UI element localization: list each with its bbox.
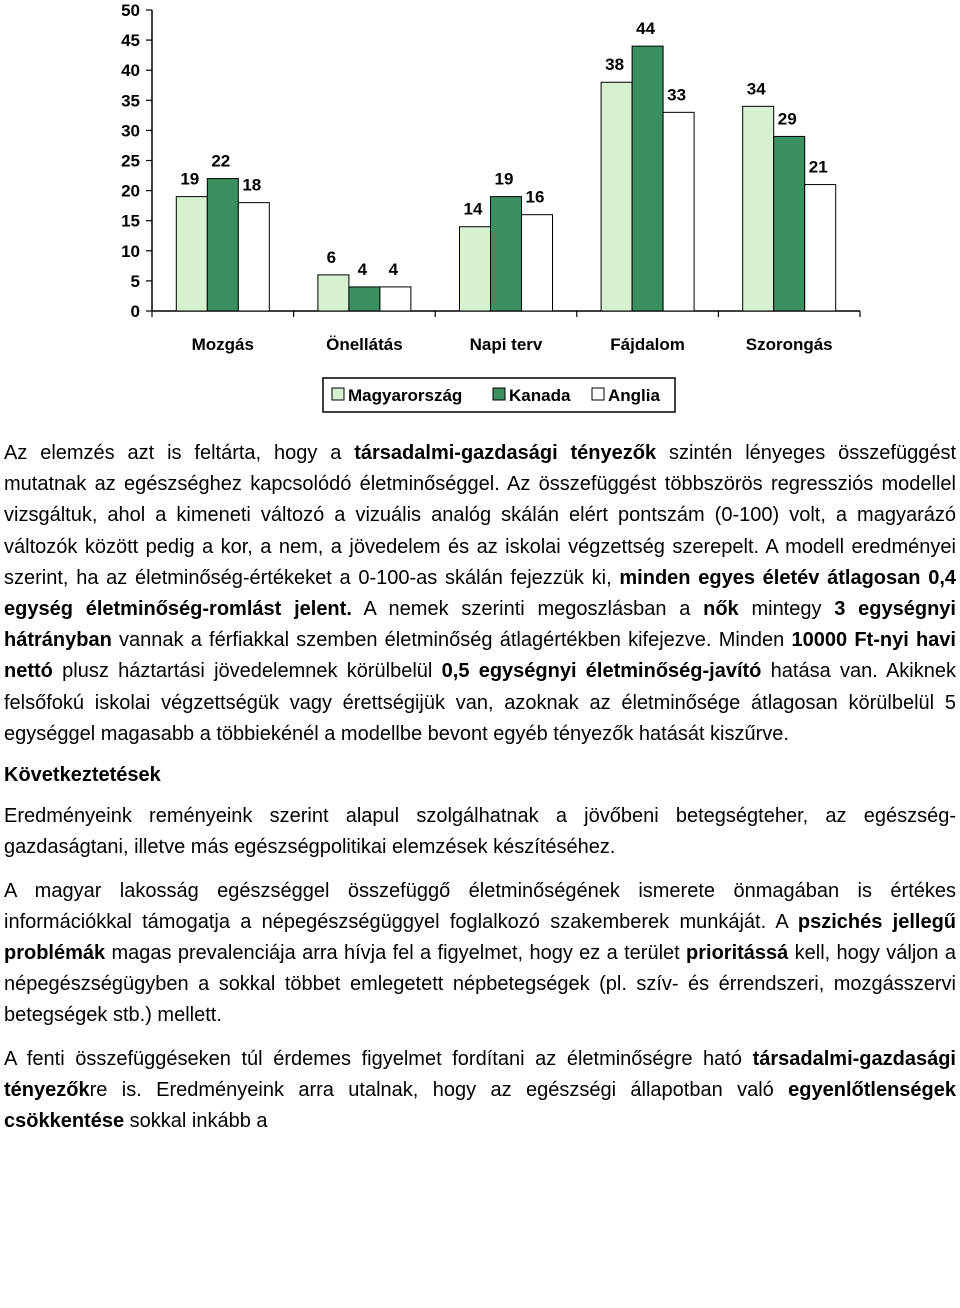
bar	[380, 287, 411, 311]
data-label: 21	[808, 157, 828, 177]
legend	[323, 378, 675, 412]
bold-text: prioritássá	[686, 942, 789, 965]
data-label: 4	[388, 259, 399, 279]
x-tick-label: Fájdalom	[610, 335, 685, 354]
bars-group	[176, 19, 835, 311]
y-tick-label: 25	[121, 151, 140, 171]
bold-text: 0,5 egységnyi életminőség-javító	[441, 660, 762, 683]
bar	[743, 106, 774, 311]
paragraph	[4, 876, 956, 1032]
x-tick-label: Mozgás	[191, 335, 254, 354]
y-tick-label: 5	[130, 271, 140, 291]
text-run: szintén lényeges összefüggést mutatnak az egészséghez kapcsolódó életminőséggel. Az összefüggést többszörös regressziós modellel vizsgáltuk, ahol a kimeneti változó a vizuális analóg skálán elért pontszám (0-100) volt, a magyarázó változók között pedig a kor, a nem, a jövedelem és az iskolai végzettség szerepelt. A modell eredményei szerint, ha az életminőség-értékeket a 0-100-as skálán fejezzük ki,	[4, 442, 957, 589]
bar	[207, 179, 238, 311]
paragraph	[4, 801, 956, 863]
bar	[805, 185, 836, 311]
text-run: Az elemzés azt is feltárta, hogy a	[4, 442, 355, 464]
y-tick-label: 35	[121, 91, 140, 111]
text-run: kell, hogy váljon a népegészségügyben a sokkal többet emlegetett népbetegségek (pl. szív- és érrendszeri, mozgásszervi betegségek stb.) mellett.	[4, 942, 956, 1027]
text-run: A magyar lakosság egészséggel összefüggő életminőségének ismerete önmagában is értékes információkkal támogatja a népegészségüggyel foglalkozó szakemberek munkáját. A	[4, 879, 956, 933]
bold-text: pszichés jellegű problémák	[4, 910, 956, 965]
bar	[601, 82, 632, 311]
text-run: A nemek szerinti megoszlásban a	[351, 598, 704, 621]
section-heading: Következtetések	[4, 764, 161, 787]
x-tick-label: Napi terv	[469, 335, 543, 354]
legend-swatch	[493, 388, 505, 400]
x-tick-label: Szorongás	[745, 335, 833, 354]
data-label: 29	[777, 109, 797, 129]
bar	[238, 203, 269, 311]
bold-text: társadalmi-gazdasági tényezők	[354, 442, 657, 464]
bold-text: minden egyes életév átlagosan 0,4 egység életminőség-romlást jelent.	[4, 566, 956, 621]
text-run: mintegy	[738, 598, 835, 621]
text-run: Eredményeink reményeink szerint alapul szolgálhatnak a jövőbeni betegségteher, az egészség-gazdaságtani, illetve más egészségpolitikai elemzések készítéséhez.	[4, 805, 956, 859]
data-label: 14	[463, 199, 483, 219]
text-run: magas prevalenciája arra hívja fel a figyelmet, hogy ez a terület	[105, 942, 687, 965]
data-label: 16	[525, 187, 545, 207]
bold-text: nők	[703, 598, 739, 621]
data-label: 22	[211, 151, 231, 171]
y-tick-label: 30	[121, 121, 140, 141]
bold-text: 10000 Ft-nyi havi nettó	[4, 629, 956, 683]
data-label: 44	[636, 19, 656, 39]
legend-label: Anglia	[608, 386, 660, 405]
bar	[460, 227, 491, 311]
bold-text: 3 egységnyi hátrányban	[4, 598, 956, 652]
legend-swatch	[592, 388, 604, 400]
y-tick-label: 40	[121, 61, 140, 81]
y-tick-label: 45	[121, 31, 140, 51]
text-run: hatása van. Akiknek felsőfokú iskolai végzettségük vagy érettségijük van, azoknak az életminősége átlagosan körülbelül 5 egységgel magasabb a többiekénél a modellbe bevont egyéb tényezők hatását kiszűrve.	[4, 660, 956, 745]
bold-text: egyenlőtlenségek csökkentése	[4, 1078, 956, 1133]
data-label: 18	[242, 175, 262, 195]
bar-chart	[0, 0, 960, 420]
data-label: 6	[326, 247, 337, 267]
bar	[176, 197, 207, 311]
text-run: plusz háztartási jövedelemnek körülbelül	[52, 660, 442, 683]
paragraph	[4, 438, 956, 750]
data-label: 4	[357, 259, 368, 279]
data-label: 19	[180, 169, 200, 189]
x-tick-label: Önellátás	[326, 335, 403, 354]
bar	[491, 197, 522, 311]
legend-swatch	[332, 388, 344, 400]
data-label: 19	[494, 169, 514, 189]
y-tick-label: 10	[121, 241, 140, 261]
paragraph	[4, 1044, 956, 1138]
data-label: 34	[746, 79, 766, 99]
data-label: 33	[667, 85, 687, 105]
bar	[632, 46, 663, 311]
bar	[318, 275, 349, 311]
text-run: vannak a férfiakkal szemben életminőség átlagértékben kifejezve. Minden	[111, 629, 792, 652]
data-label: 38	[605, 55, 625, 75]
legend-label: Magyarország	[348, 386, 463, 405]
y-tick-label: 15	[121, 211, 140, 231]
bar	[349, 287, 380, 311]
y-tick-label: 50	[121, 1, 140, 20]
bold-text: társadalmi-gazdasági tényezők	[4, 1047, 956, 1101]
x-axis-labels	[192, 335, 833, 354]
y-tick-label: 20	[121, 181, 140, 201]
legend-label: Kanada	[509, 386, 571, 405]
y-tick-label: 0	[130, 302, 140, 321]
text-run: re is. Eredményeink arra utalnak, hogy az egészségi állapotban való	[89, 1078, 789, 1101]
body-text	[4, 438, 956, 1137]
bar	[522, 215, 553, 311]
bar	[663, 112, 694, 311]
text-run: sokkal inkább a	[124, 1110, 268, 1133]
bar	[774, 136, 805, 311]
text-run: A fenti összefüggéseken túl érdemes figyelmet fordítani az életminőségre ható	[4, 1047, 753, 1070]
